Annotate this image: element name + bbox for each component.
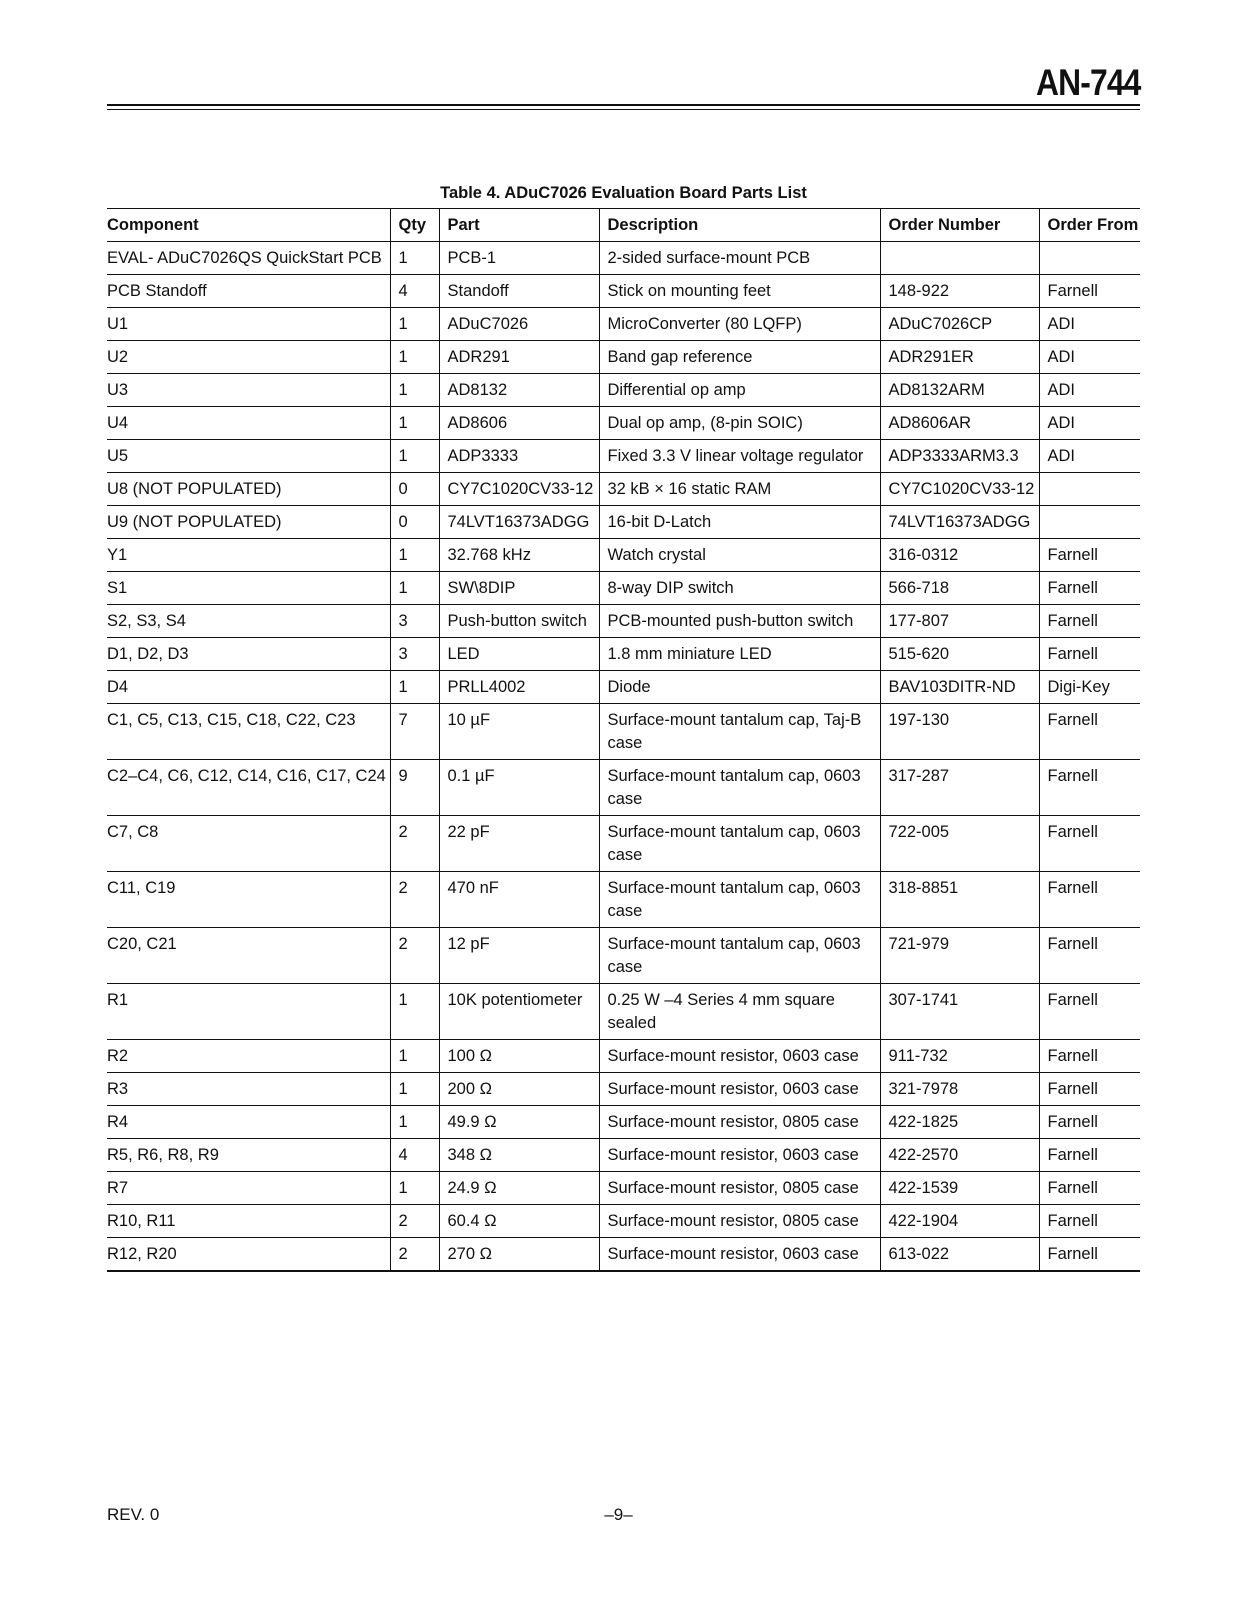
component-cell: S1: [107, 572, 390, 605]
column-header: Description: [599, 209, 880, 242]
order-from-cell: ADI: [1039, 440, 1140, 473]
order-from-cell: Farnell: [1039, 1172, 1140, 1205]
part-cell: 0.1 µF: [439, 760, 599, 816]
order-from-cell: Farnell: [1039, 760, 1140, 816]
part-cell: LED: [439, 638, 599, 671]
order-from-cell: Farnell: [1039, 872, 1140, 928]
table-row: [107, 671, 1140, 704]
description-cell: Surface-mount tantalum cap, 0603 case: [599, 872, 880, 928]
column-header: Order Number: [880, 209, 1039, 242]
order-number-cell: 317-287: [880, 760, 1039, 816]
order-number-cell: 422-1825: [880, 1106, 1039, 1139]
component-cell: R7: [107, 1172, 390, 1205]
qty-cell: 9: [390, 760, 439, 816]
table-row: [107, 473, 1140, 506]
order-from-cell: Farnell: [1039, 1139, 1140, 1172]
table-row: [107, 704, 1140, 760]
part-cell: 24.9 Ω: [439, 1172, 599, 1205]
table-row: [107, 1205, 1140, 1238]
part-cell: ADR291: [439, 341, 599, 374]
order-from-cell: [1039, 473, 1140, 506]
component-cell: EVAL- ADuC7026QS QuickStart PCB: [107, 242, 390, 275]
component-cell: PCB Standoff: [107, 275, 390, 308]
part-cell: CY7C1020CV33-12: [439, 473, 599, 506]
order-from-cell: Farnell: [1039, 928, 1140, 984]
order-number-cell: 197-130: [880, 704, 1039, 760]
qty-cell: 1: [390, 407, 439, 440]
component-cell: C20, C21: [107, 928, 390, 984]
order-from-cell: Farnell: [1039, 539, 1140, 572]
footer-revision: REV. 0: [107, 1505, 160, 1524]
table-row: [107, 1238, 1140, 1272]
order-from-cell: ADI: [1039, 308, 1140, 341]
table-row: [107, 242, 1140, 275]
description-cell: MicroConverter (80 LQFP): [599, 308, 880, 341]
description-cell: Stick on mounting feet: [599, 275, 880, 308]
description-cell: Surface-mount tantalum cap, 0603 case: [599, 816, 880, 872]
order-from-cell: ADI: [1039, 341, 1140, 374]
table-row: [107, 572, 1140, 605]
order-number-cell: 566-718: [880, 572, 1039, 605]
order-number-cell: 148-922: [880, 275, 1039, 308]
component-cell: U4: [107, 407, 390, 440]
table-row: [107, 605, 1140, 638]
description-cell: Surface-mount tantalum cap, 0603 case: [599, 928, 880, 984]
header-rule-thin: [107, 109, 1140, 110]
component-cell: R4: [107, 1106, 390, 1139]
order-number-cell: 74LVT16373ADGG: [880, 506, 1039, 539]
order-from-cell: Farnell: [1039, 1106, 1140, 1139]
table-row: [107, 539, 1140, 572]
order-from-cell: Farnell: [1039, 816, 1140, 872]
component-cell: C11, C19: [107, 872, 390, 928]
component-cell: R1: [107, 984, 390, 1040]
order-number-cell: ADR291ER: [880, 341, 1039, 374]
description-cell: Surface-mount tantalum cap, 0603 case: [599, 760, 880, 816]
column-header: Qty: [390, 209, 439, 242]
part-cell: PCB-1: [439, 242, 599, 275]
table-row: [107, 407, 1140, 440]
description-cell: Surface-mount resistor, 0805 case: [599, 1205, 880, 1238]
component-cell: C2–C4, C6, C12, C14, C16, C17, C24: [107, 760, 390, 816]
description-cell: 2-sided surface-mount PCB: [599, 242, 880, 275]
description-cell: Surface-mount resistor, 0805 case: [599, 1106, 880, 1139]
qty-cell: 1: [390, 374, 439, 407]
description-cell: Surface-mount tantalum cap, Taj-B case: [599, 704, 880, 760]
description-cell: Band gap reference: [599, 341, 880, 374]
qty-cell: 2: [390, 872, 439, 928]
part-cell: PRLL4002: [439, 671, 599, 704]
table-row: [107, 1172, 1140, 1205]
description-cell: Watch crystal: [599, 539, 880, 572]
order-number-cell: 721-979: [880, 928, 1039, 984]
component-cell: D4: [107, 671, 390, 704]
order-number-cell: 318-8851: [880, 872, 1039, 928]
order-number-cell: [880, 242, 1039, 275]
order-from-cell: [1039, 242, 1140, 275]
order-number-cell: CY7C1020CV33-12: [880, 473, 1039, 506]
order-from-cell: Farnell: [1039, 1205, 1140, 1238]
order-number-cell: 911-732: [880, 1040, 1039, 1073]
table-row: [107, 638, 1140, 671]
component-cell: D1, D2, D3: [107, 638, 390, 671]
qty-cell: 0: [390, 473, 439, 506]
order-from-cell: Farnell: [1039, 572, 1140, 605]
order-number-cell: 422-1539: [880, 1172, 1039, 1205]
component-cell: U3: [107, 374, 390, 407]
table-row: [107, 308, 1140, 341]
part-cell: 22 pF: [439, 816, 599, 872]
qty-cell: 1: [390, 984, 439, 1040]
table-row: [107, 1139, 1140, 1172]
order-from-cell: Farnell: [1039, 1073, 1140, 1106]
order-number-cell: ADuC7026CP: [880, 308, 1039, 341]
description-cell: PCB-mounted push-button switch: [599, 605, 880, 638]
order-number-cell: AD8132ARM: [880, 374, 1039, 407]
description-cell: Surface-mount resistor, 0603 case: [599, 1238, 880, 1272]
order-number-cell: BAV103DITR-ND: [880, 671, 1039, 704]
part-cell: 49.9 Ω: [439, 1106, 599, 1139]
qty-cell: 1: [390, 1073, 439, 1106]
order-number-cell: 722-005: [880, 816, 1039, 872]
qty-cell: 1: [390, 341, 439, 374]
description-cell: 32 kB × 16 static RAM: [599, 473, 880, 506]
component-cell: C7, C8: [107, 816, 390, 872]
description-cell: Diode: [599, 671, 880, 704]
order-number-cell: ADP3333ARM3.3: [880, 440, 1039, 473]
order-number-cell: 422-1904: [880, 1205, 1039, 1238]
component-cell: U9 (NOT POPULATED): [107, 506, 390, 539]
component-cell: U1: [107, 308, 390, 341]
part-cell: 10K potentiometer: [439, 984, 599, 1040]
table-row: [107, 1106, 1140, 1139]
component-cell: R2: [107, 1040, 390, 1073]
qty-cell: 0: [390, 506, 439, 539]
table-header-row: [107, 209, 1140, 242]
order-from-cell: Farnell: [1039, 1238, 1140, 1272]
order-number-cell: 613-022: [880, 1238, 1039, 1272]
description-cell: 1.8 mm miniature LED: [599, 638, 880, 671]
order-from-cell: [1039, 506, 1140, 539]
qty-cell: 7: [390, 704, 439, 760]
qty-cell: 1: [390, 308, 439, 341]
part-cell: 60.4 Ω: [439, 1205, 599, 1238]
qty-cell: 4: [390, 1139, 439, 1172]
qty-cell: 1: [390, 572, 439, 605]
order-number-cell: 515-620: [880, 638, 1039, 671]
part-cell: 200 Ω: [439, 1073, 599, 1106]
table-row: [107, 506, 1140, 539]
description-cell: Surface-mount resistor, 0603 case: [599, 1040, 880, 1073]
part-cell: Push-button switch: [439, 605, 599, 638]
table-row: [107, 1073, 1140, 1106]
component-cell: R3: [107, 1073, 390, 1106]
qty-cell: 1: [390, 242, 439, 275]
table-row: [107, 341, 1140, 374]
part-cell: ADP3333: [439, 440, 599, 473]
part-cell: 10 µF: [439, 704, 599, 760]
order-number-cell: 321-7978: [880, 1073, 1039, 1106]
qty-cell: 1: [390, 539, 439, 572]
part-cell: 100 Ω: [439, 1040, 599, 1073]
order-from-cell: ADI: [1039, 374, 1140, 407]
order-number-cell: 422-2570: [880, 1139, 1039, 1172]
order-from-cell: Farnell: [1039, 638, 1140, 671]
component-cell: Y1: [107, 539, 390, 572]
document-id: AN-744: [1035, 62, 1140, 103]
table-row: [107, 440, 1140, 473]
order-number-cell: 316-0312: [880, 539, 1039, 572]
part-cell: 270 Ω: [439, 1238, 599, 1272]
table-row: [107, 1040, 1140, 1073]
component-cell: U8 (NOT POPULATED): [107, 473, 390, 506]
qty-cell: 2: [390, 816, 439, 872]
table-row: [107, 374, 1140, 407]
parts-list-table: [107, 208, 1140, 1272]
order-from-cell: Farnell: [1039, 984, 1140, 1040]
part-cell: ADuC7026: [439, 308, 599, 341]
component-cell: U2: [107, 341, 390, 374]
part-cell: 32.768 kHz: [439, 539, 599, 572]
description-cell: 0.25 W –4 Series 4 mm square sealed: [599, 984, 880, 1040]
table-row: [107, 984, 1140, 1040]
component-cell: R12, R20: [107, 1238, 390, 1272]
order-number-cell: 177-807: [880, 605, 1039, 638]
order-from-cell: Digi-Key: [1039, 671, 1140, 704]
qty-cell: 1: [390, 1040, 439, 1073]
qty-cell: 1: [390, 440, 439, 473]
table-row: [107, 872, 1140, 928]
order-from-cell: Farnell: [1039, 704, 1140, 760]
qty-cell: 2: [390, 1205, 439, 1238]
header-rule-thick: [107, 104, 1140, 106]
qty-cell: 3: [390, 605, 439, 638]
column-header: Component: [107, 209, 390, 242]
column-header: Part: [439, 209, 599, 242]
component-cell: R5, R6, R8, R9: [107, 1139, 390, 1172]
table-row: [107, 928, 1140, 984]
component-cell: C1, C5, C13, C15, C18, C22, C23: [107, 704, 390, 760]
part-cell: AD8606: [439, 407, 599, 440]
component-cell: U5: [107, 440, 390, 473]
qty-cell: 3: [390, 638, 439, 671]
order-from-cell: Farnell: [1039, 275, 1140, 308]
part-cell: SW\8DIP: [439, 572, 599, 605]
description-cell: Surface-mount resistor, 0805 case: [599, 1172, 880, 1205]
order-number-cell: AD8606AR: [880, 407, 1039, 440]
table-row: [107, 275, 1140, 308]
description-cell: 16-bit D-Latch: [599, 506, 880, 539]
part-cell: Standoff: [439, 275, 599, 308]
qty-cell: 1: [390, 1106, 439, 1139]
qty-cell: 1: [390, 1172, 439, 1205]
qty-cell: 2: [390, 928, 439, 984]
description-cell: Dual op amp, (8-pin SOIC): [599, 407, 880, 440]
description-cell: Fixed 3.3 V linear voltage regulator: [599, 440, 880, 473]
part-cell: AD8132: [439, 374, 599, 407]
footer-page-number: –9–: [604, 1505, 633, 1524]
description-cell: Surface-mount resistor, 0603 case: [599, 1073, 880, 1106]
part-cell: 348 Ω: [439, 1139, 599, 1172]
part-cell: 74LVT16373ADGG: [439, 506, 599, 539]
table-row: [107, 816, 1140, 872]
column-header: Order From: [1039, 209, 1140, 242]
order-number-cell: 307-1741: [880, 984, 1039, 1040]
part-cell: 12 pF: [439, 928, 599, 984]
qty-cell: 1: [390, 671, 439, 704]
order-from-cell: ADI: [1039, 407, 1140, 440]
order-from-cell: Farnell: [1039, 1040, 1140, 1073]
component-cell: S2, S3, S4: [107, 605, 390, 638]
description-cell: Differential op amp: [599, 374, 880, 407]
component-cell: R10, R11: [107, 1205, 390, 1238]
description-cell: 8-way DIP switch: [599, 572, 880, 605]
table-title: Table 4. ADuC7026 Evaluation Board Parts List: [440, 184, 807, 202]
order-from-cell: Farnell: [1039, 605, 1140, 638]
qty-cell: 2: [390, 1238, 439, 1272]
qty-cell: 4: [390, 275, 439, 308]
table-row: [107, 760, 1140, 816]
description-cell: Surface-mount resistor, 0603 case: [599, 1139, 880, 1172]
part-cell: 470 nF: [439, 872, 599, 928]
